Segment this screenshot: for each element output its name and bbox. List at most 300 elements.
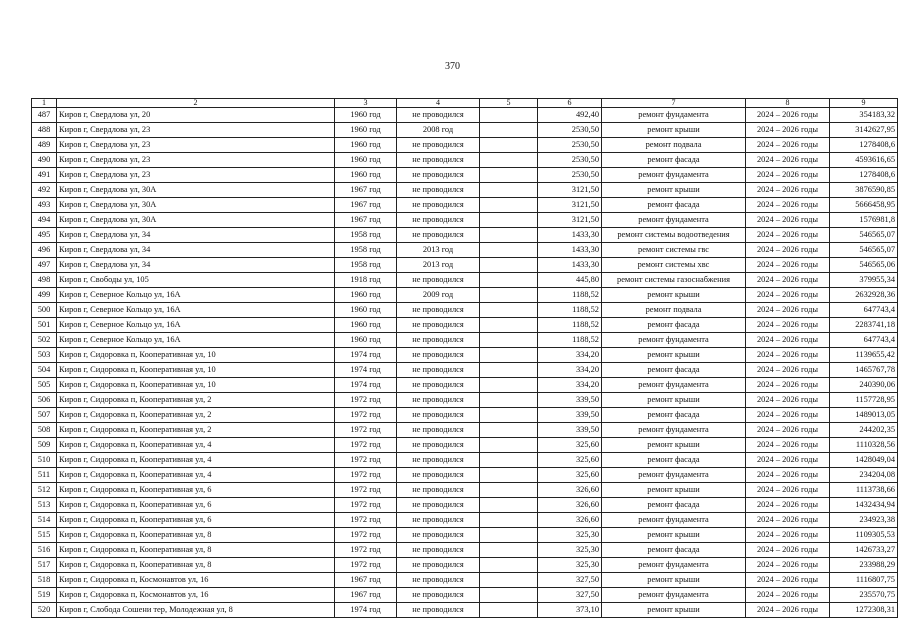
work-type-cell: ремонт фасада <box>602 318 746 333</box>
table-row <box>32 363 898 378</box>
work-type-cell: ремонт крыши <box>602 603 746 618</box>
period-cell: 2024 – 2026 годы <box>746 333 830 348</box>
work-type-cell: ремонт фундамента <box>602 213 746 228</box>
table-row <box>32 378 898 393</box>
work-type-cell: ремонт крыши <box>602 123 746 138</box>
empty-cell <box>480 198 538 213</box>
last-repair-cell: 2013 год <box>397 258 480 273</box>
address-cell: Киров г, Свободы ул, 105 <box>57 273 335 288</box>
period-cell: 2024 – 2026 годы <box>746 588 830 603</box>
period-cell: 2024 – 2026 годы <box>746 318 830 333</box>
last-repair-cell: не проводился <box>397 213 480 228</box>
row-number-cell: 499 <box>32 288 57 303</box>
work-type-cell: ремонт крыши <box>602 393 746 408</box>
table-row <box>32 408 898 423</box>
address-cell: Киров г, Сидоровка п, Кооперативная ул, 10 <box>57 378 335 393</box>
last-repair-cell: не проводился <box>397 423 480 438</box>
construction-year-cell: 1960 год <box>335 153 397 168</box>
area-cell: 326,60 <box>538 513 602 528</box>
row-number-cell: 491 <box>32 168 57 183</box>
area-cell: 326,60 <box>538 498 602 513</box>
table-body <box>32 108 898 618</box>
address-cell: Киров г, Северное Кольцо ул, 16А <box>57 318 335 333</box>
empty-cell <box>480 468 538 483</box>
table-row <box>32 513 898 528</box>
construction-year-cell: 1974 год <box>335 348 397 363</box>
row-number-cell: 494 <box>32 213 57 228</box>
table-row <box>32 123 898 138</box>
period-cell: 2024 – 2026 годы <box>746 528 830 543</box>
work-type-cell: ремонт фасада <box>602 498 746 513</box>
table-row <box>32 168 898 183</box>
cost-cell: 3142627,95 <box>830 123 898 138</box>
area-cell: 1188,52 <box>538 318 602 333</box>
row-number-cell: 492 <box>32 183 57 198</box>
construction-year-cell: 1972 год <box>335 543 397 558</box>
construction-year-cell: 1974 год <box>335 363 397 378</box>
address-cell: Киров г, Северное Кольцо ул, 16А <box>57 333 335 348</box>
construction-year-cell: 1967 год <box>335 573 397 588</box>
address-cell: Киров г, Свердлова ул, 20 <box>57 108 335 123</box>
area-cell: 1188,52 <box>538 303 602 318</box>
work-type-cell: ремонт фасада <box>602 363 746 378</box>
last-repair-cell: не проводился <box>397 573 480 588</box>
table-row <box>32 543 898 558</box>
row-number-cell: 516 <box>32 543 57 558</box>
period-cell: 2024 – 2026 годы <box>746 513 830 528</box>
address-cell: Киров г, Свердлова ул, 30А <box>57 213 335 228</box>
area-cell: 325,30 <box>538 543 602 558</box>
period-cell: 2024 – 2026 годы <box>746 543 830 558</box>
period-cell: 2024 – 2026 годы <box>746 228 830 243</box>
last-repair-cell: не проводился <box>397 498 480 513</box>
work-type-cell: ремонт крыши <box>602 438 746 453</box>
last-repair-cell: не проводился <box>397 273 480 288</box>
period-cell: 2024 – 2026 годы <box>746 393 830 408</box>
cost-cell: 1428049,04 <box>830 453 898 468</box>
area-cell: 339,50 <box>538 408 602 423</box>
address-cell: Киров г, Слобода Сошени тер, Молодежная ул, 8 <box>57 603 335 618</box>
last-repair-cell: не проводился <box>397 363 480 378</box>
row-number-cell: 490 <box>32 153 57 168</box>
address-cell: Киров г, Сидоровка п, Кооперативная ул, 8 <box>57 558 335 573</box>
area-cell: 325,60 <box>538 438 602 453</box>
cost-cell: 1278408,6 <box>830 138 898 153</box>
period-cell: 2024 – 2026 годы <box>746 123 830 138</box>
last-repair-cell: не проводился <box>397 168 480 183</box>
period-cell: 2024 – 2026 годы <box>746 438 830 453</box>
last-repair-cell: 2013 год <box>397 243 480 258</box>
period-cell: 2024 – 2026 годы <box>746 243 830 258</box>
table-row <box>32 528 898 543</box>
address-cell: Киров г, Свердлова ул, 34 <box>57 228 335 243</box>
period-cell: 2024 – 2026 годы <box>746 498 830 513</box>
address-cell: Киров г, Свердлова ул, 30А <box>57 198 335 213</box>
area-cell: 1433,30 <box>538 243 602 258</box>
empty-cell <box>480 183 538 198</box>
period-cell: 2024 – 2026 годы <box>746 153 830 168</box>
empty-cell <box>480 288 538 303</box>
table-row <box>32 468 898 483</box>
row-number-cell: 488 <box>32 123 57 138</box>
row-number-cell: 505 <box>32 378 57 393</box>
page-number: 370 <box>445 61 460 72</box>
work-type-cell: ремонт системы хвс <box>602 258 746 273</box>
area-cell: 326,60 <box>538 483 602 498</box>
address-cell: Киров г, Сидоровка п, Кооперативная ул, 2 <box>57 393 335 408</box>
row-number-cell: 497 <box>32 258 57 273</box>
last-repair-cell: не проводился <box>397 183 480 198</box>
period-cell: 2024 – 2026 годы <box>746 138 830 153</box>
empty-cell <box>480 543 538 558</box>
cost-cell: 647743,4 <box>830 303 898 318</box>
work-type-cell: ремонт системы водоотведения <box>602 228 746 243</box>
area-cell: 334,20 <box>538 378 602 393</box>
last-repair-cell: не проводился <box>397 108 480 123</box>
column-number-row <box>32 99 898 108</box>
table-row <box>32 438 898 453</box>
address-cell: Киров г, Сидоровка п, Космонавтов ул, 16 <box>57 588 335 603</box>
cost-cell: 2283741,18 <box>830 318 898 333</box>
empty-cell <box>480 588 538 603</box>
construction-year-cell: 1958 год <box>335 243 397 258</box>
last-repair-cell: не проводился <box>397 483 480 498</box>
area-cell: 1433,30 <box>538 258 602 273</box>
empty-cell <box>480 378 538 393</box>
row-number-cell: 510 <box>32 453 57 468</box>
work-type-cell: ремонт фундамента <box>602 168 746 183</box>
table-row <box>32 423 898 438</box>
cost-cell: 546565,07 <box>830 228 898 243</box>
cost-cell: 1432434,94 <box>830 498 898 513</box>
construction-year-cell: 1960 год <box>335 123 397 138</box>
area-cell: 325,30 <box>538 558 602 573</box>
area-cell: 492,40 <box>538 108 602 123</box>
period-cell: 2024 – 2026 годы <box>746 603 830 618</box>
area-cell: 1188,52 <box>538 288 602 303</box>
row-number-cell: 502 <box>32 333 57 348</box>
table-row <box>32 138 898 153</box>
column-header: 3 <box>335 99 397 108</box>
row-number-cell: 511 <box>32 468 57 483</box>
empty-cell <box>480 528 538 543</box>
address-cell: Киров г, Свердлова ул, 23 <box>57 168 335 183</box>
construction-year-cell: 1967 год <box>335 213 397 228</box>
row-number-cell: 514 <box>32 513 57 528</box>
area-cell: 327,50 <box>538 588 602 603</box>
table-row <box>32 108 898 123</box>
row-number-cell: 515 <box>32 528 57 543</box>
empty-cell <box>480 348 538 363</box>
area-cell: 1188,52 <box>538 333 602 348</box>
cost-cell: 1113738,66 <box>830 483 898 498</box>
area-cell: 3121,50 <box>538 183 602 198</box>
address-cell: Киров г, Сидоровка п, Кооперативная ул, 10 <box>57 363 335 378</box>
work-type-cell: ремонт крыши <box>602 573 746 588</box>
period-cell: 2024 – 2026 годы <box>746 558 830 573</box>
work-type-cell: ремонт системы гвс <box>602 243 746 258</box>
empty-cell <box>480 363 538 378</box>
address-cell: Киров г, Свердлова ул, 23 <box>57 153 335 168</box>
work-type-cell: ремонт фасада <box>602 453 746 468</box>
area-cell: 325,60 <box>538 468 602 483</box>
period-cell: 2024 – 2026 годы <box>746 108 830 123</box>
table-row <box>32 198 898 213</box>
construction-year-cell: 1960 год <box>335 138 397 153</box>
area-cell: 325,60 <box>538 453 602 468</box>
period-cell: 2024 – 2026 годы <box>746 348 830 363</box>
period-cell: 2024 – 2026 годы <box>746 258 830 273</box>
cost-cell: 546565,06 <box>830 258 898 273</box>
cost-cell: 234204,08 <box>830 468 898 483</box>
address-cell: Киров г, Северное Кольцо ул, 16А <box>57 303 335 318</box>
row-number-cell: 503 <box>32 348 57 363</box>
address-cell: Киров г, Сидоровка п, Кооперативная ул, 2 <box>57 423 335 438</box>
address-cell: Киров г, Сидоровка п, Кооперативная ул, 6 <box>57 513 335 528</box>
address-cell: Киров г, Сидоровка п, Кооперативная ул, 4 <box>57 468 335 483</box>
work-type-cell: ремонт крыши <box>602 528 746 543</box>
table-row <box>32 558 898 573</box>
last-repair-cell: не проводился <box>397 408 480 423</box>
empty-cell <box>480 273 538 288</box>
last-repair-cell: не проводился <box>397 468 480 483</box>
cost-cell: 1110328,56 <box>830 438 898 453</box>
area-cell: 334,20 <box>538 363 602 378</box>
construction-year-cell: 1960 год <box>335 288 397 303</box>
area-cell: 3121,50 <box>538 198 602 213</box>
construction-year-cell: 1960 год <box>335 333 397 348</box>
period-cell: 2024 – 2026 годы <box>746 303 830 318</box>
period-cell: 2024 – 2026 годы <box>746 168 830 183</box>
last-repair-cell: не проводился <box>397 378 480 393</box>
work-type-cell: ремонт фундамента <box>602 333 746 348</box>
construction-year-cell: 1918 год <box>335 273 397 288</box>
row-number-cell: 512 <box>32 483 57 498</box>
table-row <box>32 153 898 168</box>
empty-cell <box>480 573 538 588</box>
construction-year-cell: 1960 год <box>335 303 397 318</box>
construction-year-cell: 1972 год <box>335 483 397 498</box>
cost-cell: 5666458,95 <box>830 198 898 213</box>
work-type-cell: ремонт подвала <box>602 303 746 318</box>
area-cell: 373,10 <box>538 603 602 618</box>
construction-year-cell: 1972 год <box>335 558 397 573</box>
row-number-cell: 501 <box>32 318 57 333</box>
cost-cell: 1116807,75 <box>830 573 898 588</box>
work-type-cell: ремонт фундамента <box>602 423 746 438</box>
work-type-cell: ремонт крыши <box>602 348 746 363</box>
last-repair-cell: не проводился <box>397 333 480 348</box>
column-header: 6 <box>538 99 602 108</box>
row-number-cell: 504 <box>32 363 57 378</box>
period-cell: 2024 – 2026 годы <box>746 573 830 588</box>
area-cell: 2530,50 <box>538 138 602 153</box>
last-repair-cell: 2009 год <box>397 288 480 303</box>
empty-cell <box>480 123 538 138</box>
cost-cell: 354183,32 <box>830 108 898 123</box>
empty-cell <box>480 228 538 243</box>
area-cell: 3121,50 <box>538 213 602 228</box>
last-repair-cell: не проводился <box>397 453 480 468</box>
empty-cell <box>480 258 538 273</box>
table-row <box>32 498 898 513</box>
cost-cell: 647743,4 <box>830 333 898 348</box>
row-number-cell: 495 <box>32 228 57 243</box>
cost-cell: 1426733,27 <box>830 543 898 558</box>
area-cell: 325,30 <box>538 528 602 543</box>
row-number-cell: 508 <box>32 423 57 438</box>
row-number-cell: 507 <box>32 408 57 423</box>
area-cell: 2530,50 <box>538 123 602 138</box>
empty-cell <box>480 318 538 333</box>
construction-year-cell: 1974 год <box>335 603 397 618</box>
construction-year-cell: 1967 год <box>335 198 397 213</box>
empty-cell <box>480 243 538 258</box>
column-header: 1 <box>32 99 57 108</box>
construction-year-cell: 1958 год <box>335 258 397 273</box>
work-type-cell: ремонт системы газоснабжения <box>602 273 746 288</box>
work-type-cell: ремонт фундамента <box>602 513 746 528</box>
cost-cell: 233988,29 <box>830 558 898 573</box>
last-repair-cell: не проводился <box>397 558 480 573</box>
empty-cell <box>480 213 538 228</box>
table-row <box>32 333 898 348</box>
address-cell: Киров г, Свердлова ул, 30А <box>57 183 335 198</box>
table-row <box>32 228 898 243</box>
row-number-cell: 493 <box>32 198 57 213</box>
cost-cell: 1465767,78 <box>830 363 898 378</box>
table-row <box>32 348 898 363</box>
empty-cell <box>480 558 538 573</box>
cost-cell: 546565,07 <box>830 243 898 258</box>
row-number-cell: 519 <box>32 588 57 603</box>
address-cell: Киров г, Сидоровка п, Кооперативная ул, 4 <box>57 438 335 453</box>
address-cell: Киров г, Сидоровка п, Кооперативная ул, 2 <box>57 408 335 423</box>
row-number-cell: 517 <box>32 558 57 573</box>
address-cell: Киров г, Сидоровка п, Космонавтов ул, 16 <box>57 573 335 588</box>
last-repair-cell: не проводился <box>397 318 480 333</box>
last-repair-cell: не проводился <box>397 438 480 453</box>
table-row <box>32 483 898 498</box>
construction-year-cell: 1972 год <box>335 453 397 468</box>
cost-cell: 235570,75 <box>830 588 898 603</box>
table-row <box>32 318 898 333</box>
work-type-cell: ремонт крыши <box>602 483 746 498</box>
construction-year-cell: 1960 год <box>335 168 397 183</box>
row-number-cell: 489 <box>32 138 57 153</box>
construction-year-cell: 1972 год <box>335 423 397 438</box>
cost-cell: 379955,34 <box>830 273 898 288</box>
construction-year-cell: 1972 год <box>335 393 397 408</box>
period-cell: 2024 – 2026 годы <box>746 198 830 213</box>
empty-cell <box>480 408 538 423</box>
work-type-cell: ремонт фундамента <box>602 588 746 603</box>
row-number-cell: 487 <box>32 108 57 123</box>
column-header: 5 <box>480 99 538 108</box>
cost-cell: 234923,38 <box>830 513 898 528</box>
construction-year-cell: 1960 год <box>335 318 397 333</box>
last-repair-cell: не проводился <box>397 348 480 363</box>
last-repair-cell: не проводился <box>397 198 480 213</box>
column-header: 9 <box>830 99 898 108</box>
cost-cell: 2632928,36 <box>830 288 898 303</box>
table-row <box>32 243 898 258</box>
empty-cell <box>480 438 538 453</box>
area-cell: 339,50 <box>538 423 602 438</box>
period-cell: 2024 – 2026 годы <box>746 483 830 498</box>
row-number-cell: 518 <box>32 573 57 588</box>
work-type-cell: ремонт фасада <box>602 198 746 213</box>
last-repair-cell: не проводился <box>397 228 480 243</box>
last-repair-cell: не проводился <box>397 543 480 558</box>
empty-cell <box>480 303 538 318</box>
column-header: 8 <box>746 99 830 108</box>
row-number-cell: 513 <box>32 498 57 513</box>
empty-cell <box>480 513 538 528</box>
row-number-cell: 520 <box>32 603 57 618</box>
row-number-cell: 498 <box>32 273 57 288</box>
row-number-cell: 509 <box>32 438 57 453</box>
table-row <box>32 258 898 273</box>
work-type-cell: ремонт фундамента <box>602 378 746 393</box>
empty-cell <box>480 498 538 513</box>
area-cell: 445,80 <box>538 273 602 288</box>
construction-year-cell: 1972 год <box>335 498 397 513</box>
last-repair-cell: не проводился <box>397 603 480 618</box>
period-cell: 2024 – 2026 годы <box>746 213 830 228</box>
row-number-cell: 506 <box>32 393 57 408</box>
construction-year-cell: 1967 год <box>335 588 397 603</box>
work-type-cell: ремонт фундамента <box>602 108 746 123</box>
table-row <box>32 213 898 228</box>
empty-cell <box>480 423 538 438</box>
address-cell: Киров г, Сидоровка п, Кооперативная ул, 8 <box>57 528 335 543</box>
last-repair-cell: 2008 год <box>397 123 480 138</box>
period-cell: 2024 – 2026 годы <box>746 183 830 198</box>
cost-cell: 240390,06 <box>830 378 898 393</box>
capital-repair-table <box>31 98 898 618</box>
empty-cell <box>480 108 538 123</box>
construction-year-cell: 1958 год <box>335 228 397 243</box>
address-cell: Киров г, Сидоровка п, Кооперативная ул, 8 <box>57 543 335 558</box>
last-repair-cell: не проводился <box>397 153 480 168</box>
empty-cell <box>480 453 538 468</box>
work-type-cell: ремонт подвала <box>602 138 746 153</box>
work-type-cell: ремонт фасада <box>602 543 746 558</box>
construction-year-cell: 1967 год <box>335 183 397 198</box>
address-cell: Киров г, Сидоровка п, Кооперативная ул, 6 <box>57 483 335 498</box>
period-cell: 2024 – 2026 годы <box>746 378 830 393</box>
address-cell: Киров г, Сидоровка п, Кооперативная ул, 6 <box>57 498 335 513</box>
period-cell: 2024 – 2026 годы <box>746 408 830 423</box>
cost-cell: 1109305,53 <box>830 528 898 543</box>
area-cell: 2530,50 <box>538 153 602 168</box>
construction-year-cell: 1972 год <box>335 438 397 453</box>
cost-cell: 4593616,65 <box>830 153 898 168</box>
last-repair-cell: не проводился <box>397 303 480 318</box>
cost-cell: 1139655,42 <box>830 348 898 363</box>
cost-cell: 1489013,05 <box>830 408 898 423</box>
table-row <box>32 273 898 288</box>
construction-year-cell: 1972 год <box>335 528 397 543</box>
table-row <box>32 603 898 618</box>
last-repair-cell: не проводился <box>397 393 480 408</box>
address-cell: Киров г, Свердлова ул, 23 <box>57 123 335 138</box>
construction-year-cell: 1960 год <box>335 108 397 123</box>
table-row <box>32 453 898 468</box>
construction-year-cell: 1972 год <box>335 408 397 423</box>
empty-cell <box>480 333 538 348</box>
